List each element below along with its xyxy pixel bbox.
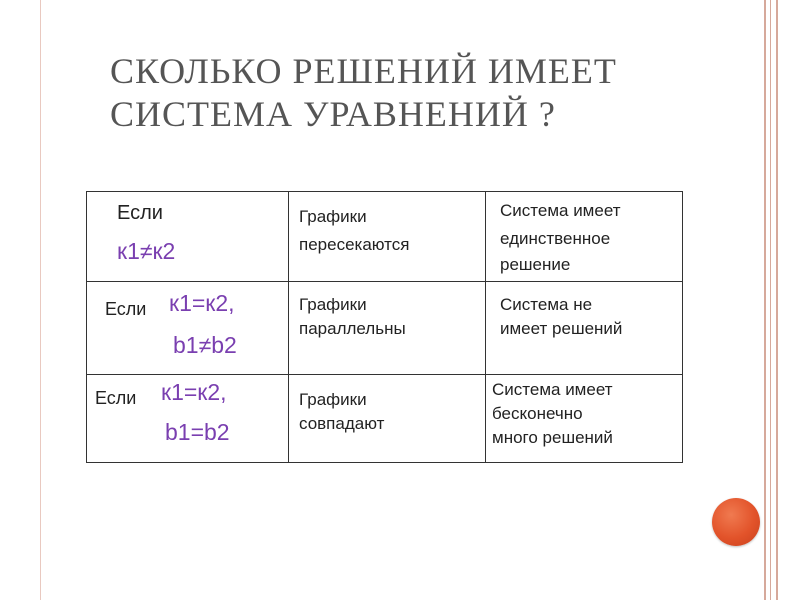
condition-prefix: Если [95,388,137,408]
graph-line-1: Графики [299,207,367,226]
condition-line-1: к1=к2, [161,379,227,405]
condition-cell [87,375,289,463]
table-row [87,282,683,375]
result-line-2: имеет решений [500,319,623,338]
result-cell [486,282,683,375]
graph-cell [289,375,486,463]
result-line-2: единственное [500,229,611,248]
slide-frame-right-border [764,0,778,600]
result-cell [486,192,683,282]
result-line-1: Система имеет [492,380,613,399]
graph-cell [289,282,486,375]
condition-line-1: к1=к2, [169,290,235,316]
condition-line-2: b1=b2 [165,419,230,445]
result-line-3: много решений [492,428,613,447]
condition-cell [87,192,289,282]
orange-circle-decoration [712,498,760,546]
result-line-2: бесконечно [492,404,583,423]
condition-line-2: b1≠b2 [173,332,237,358]
table-row [87,375,683,463]
graph-line-2: совпадают [299,414,385,433]
graph-line-2: параллельны [299,319,406,338]
graph-line-1: Графики [299,295,367,314]
condition-prefix: Если [117,202,163,224]
result-line-3: решение [500,255,571,274]
graph-line-2: пересекаются [299,235,410,254]
title-line-1: СКОЛЬКО РЕШЕНИЙ ИМЕЕТ [110,51,617,91]
result-line-1: Система имеет [500,201,621,220]
title-line-2: СИСТЕМА УРАВНЕНИЙ ? [110,94,556,134]
condition-prefix: Если [105,299,147,319]
condition-cell [87,282,289,375]
graph-cell [289,192,486,282]
slide-frame-left-line [40,0,41,600]
condition-line-1: к1≠к2 [117,238,176,264]
slide-title [110,50,730,136]
graph-line-1: Графики [299,390,367,409]
result-line-1: Система не [500,295,593,314]
result-cell [486,375,683,463]
solutions-table [86,191,683,463]
table-row [87,192,683,282]
slide-frame-right-inner-line [770,0,771,600]
